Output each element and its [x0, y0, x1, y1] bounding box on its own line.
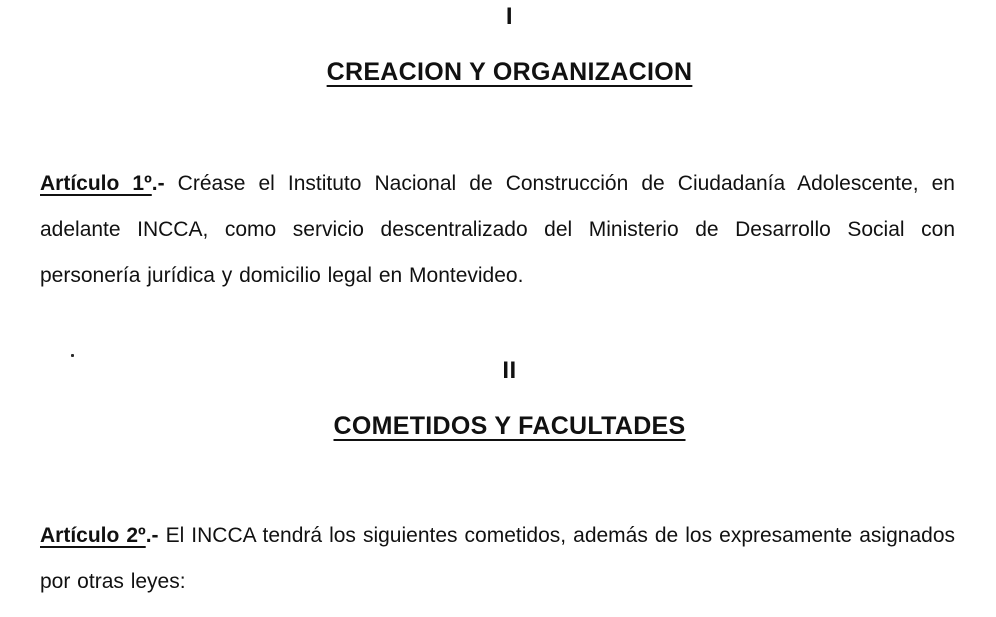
section-number-i: I: [505, 3, 514, 30]
section-heading-creacion-y-organizacion: CREACION Y ORGANIZACION: [326, 58, 693, 86]
article-1-paragraph: [40, 161, 955, 299]
section-number-ii: II: [502, 357, 517, 384]
article-2-body: El INCCA tendrá los siguientes cometidos, además de los expresamente asignados por otras leyes:: [40, 524, 955, 593]
article-1-label-suffix: .-: [151, 172, 165, 195]
article-1-label: Artículo 1º: [40, 172, 152, 195]
section-heading-cometidos-y-facultades: COMETIDOS Y FACULTADES: [333, 412, 686, 440]
article-2-paragraph: [40, 513, 955, 605]
article-2-label: Artículo 2º: [40, 524, 146, 547]
article-2-label-suffix: .-: [145, 524, 159, 547]
article-1-body: Créase el Instituto Nacional de Construcción de Ciudadanía Adolescente, en adelante INCCA, como servicio descentralizado del Ministerio de Desarrollo Social con personería jurídica y domicilio legal en Montevideo.: [40, 172, 955, 287]
document-page: [0, 3, 996, 617]
